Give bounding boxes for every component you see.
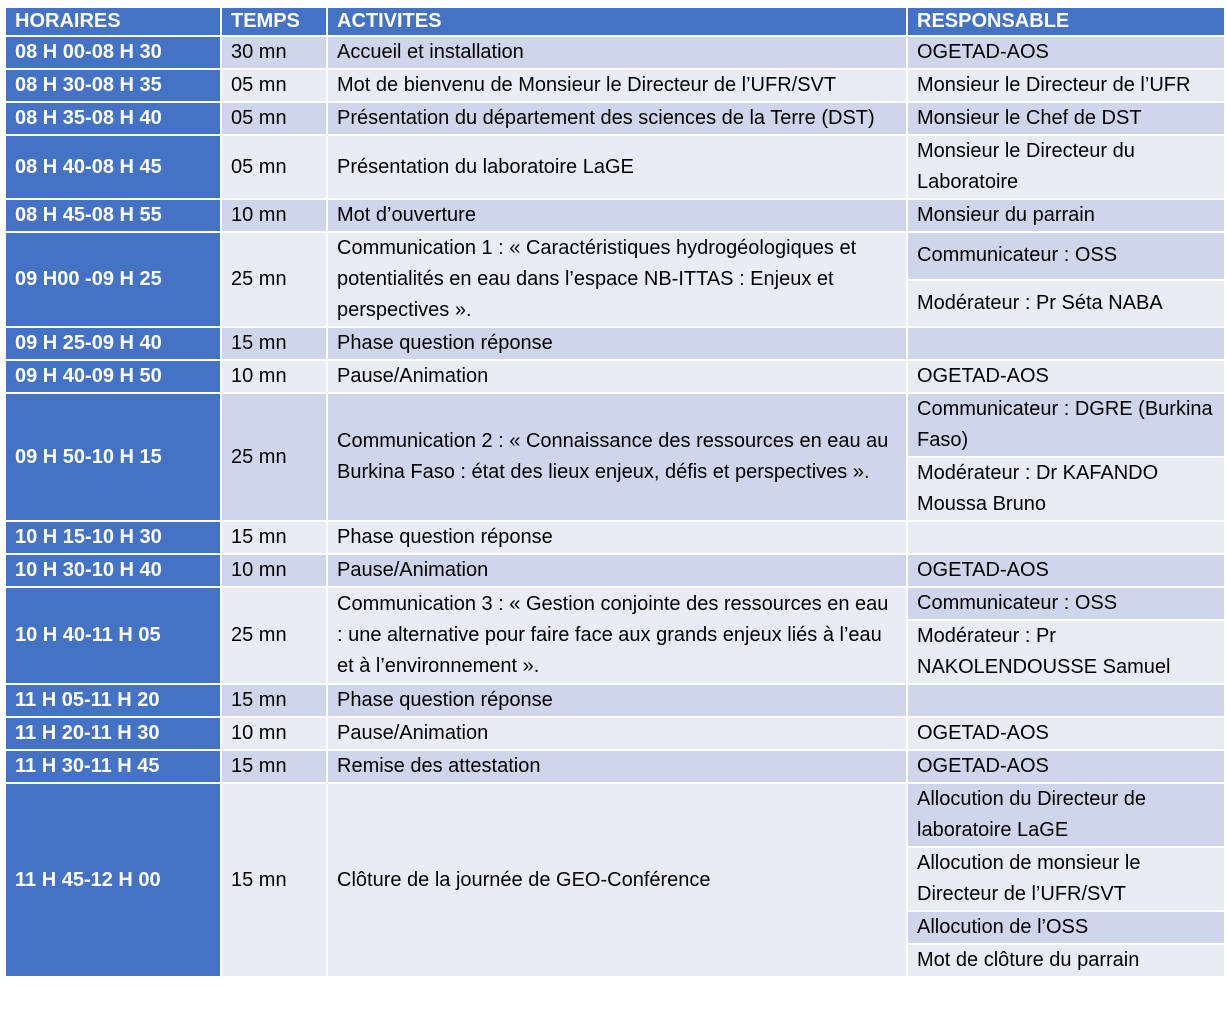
responsable: Monsieur du parrain [908, 200, 1224, 231]
activity: Présentation du laboratoire LaGE [328, 136, 906, 198]
responsable: Communicateur : OSS [908, 233, 1224, 279]
responsable: Communicateur : OSS [908, 588, 1224, 619]
table-row [6, 37, 1224, 68]
responsable: OGETAD-AOS [908, 751, 1224, 782]
table-row [6, 70, 1224, 101]
time-slot: 08 H 40-08 H 45 [6, 136, 220, 198]
duration: 15 mn [222, 751, 326, 782]
table-row [6, 200, 1224, 231]
duration: 30 mn [222, 37, 326, 68]
duration: 10 mn [222, 200, 326, 231]
duration: 25 mn [222, 233, 326, 326]
activity: Communication 3 : « Gestion conjointe des ressources en eau : une alternative pour faire face aux grands enjeux liés à l’eau et à l’environnement ». [328, 588, 906, 683]
table-row [6, 784, 1224, 846]
activity: Mot de bienvenu de Monsieur le Directeur de l’UFR/SVT [328, 70, 906, 101]
time-slot: 11 H 20-11 H 30 [6, 718, 220, 749]
responsable [908, 685, 1224, 716]
activity: Accueil et installation [328, 37, 906, 68]
activity: Clôture de la journée de GEO-Conférence [328, 784, 906, 976]
activity: Pause/Animation [328, 718, 906, 749]
activity: Communication 2 : « Connaissance des ressources en eau au Burkina Faso : état des lieux enjeux, défis et perspectives ». [328, 394, 906, 520]
responsable: Allocution de l’OSS [908, 912, 1224, 943]
activity: Communication 1 : « Caractéristiques hydrogéologiques et potentialités en eau dans l’espace NB-ITTAS : Enjeux et perspectives ». [328, 233, 906, 326]
activity: Mot d’ouverture [328, 200, 906, 231]
responsable: OGETAD-AOS [908, 361, 1224, 392]
activity: Phase question réponse [328, 522, 906, 553]
activity: Pause/Animation [328, 361, 906, 392]
time-slot: 10 H 15-10 H 30 [6, 522, 220, 553]
duration: 10 mn [222, 555, 326, 586]
responsable: Modérateur : Pr NAKOLENDOUSSE Samuel [908, 621, 1224, 683]
responsable: Modérateur : Dr KAFANDO Moussa Bruno [908, 458, 1224, 520]
duration: 25 mn [222, 588, 326, 683]
time-slot: 11 H 45-12 H 00 [6, 784, 220, 976]
responsable: OGETAD-AOS [908, 37, 1224, 68]
time-slot: 08 H 35-08 H 40 [6, 103, 220, 134]
activity: Phase question réponse [328, 328, 906, 359]
table-row [6, 103, 1224, 134]
time-slot: 09 H 40-09 H 50 [6, 361, 220, 392]
activity: Remise des attestation [328, 751, 906, 782]
duration: 05 mn [222, 103, 326, 134]
table-row [6, 361, 1224, 392]
duration: 15 mn [222, 685, 326, 716]
duration: 15 mn [222, 522, 326, 553]
time-slot: 08 H 00-08 H 30 [6, 37, 220, 68]
duration: 15 mn [222, 784, 326, 976]
header-responsable: RESPONSABLE [908, 8, 1224, 35]
activity: Pause/Animation [328, 555, 906, 586]
header-temps: TEMPS [222, 8, 326, 35]
time-slot: 09 H 25-09 H 40 [6, 328, 220, 359]
responsable: Allocution de monsieur le Directeur de l’UFR/SVT [908, 848, 1224, 910]
table-row [6, 718, 1224, 749]
activity: Phase question réponse [328, 685, 906, 716]
table-row [6, 394, 1224, 456]
responsable: Monsieur le Chef de DST [908, 103, 1224, 134]
time-slot: 09 H 50-10 H 15 [6, 394, 220, 520]
responsable [908, 328, 1224, 359]
responsable: Modérateur : Pr Séta NABA [908, 281, 1224, 327]
responsable: OGETAD-AOS [908, 555, 1224, 586]
responsable: Monsieur le Directeur du Laboratoire [908, 136, 1224, 198]
table-row [6, 522, 1224, 553]
table-row [6, 328, 1224, 359]
time-slot: 09 H00 -09 H 25 [6, 233, 220, 326]
activity: Présentation du département des sciences de la Terre (DST) [328, 103, 906, 134]
time-slot: 10 H 30-10 H 40 [6, 555, 220, 586]
duration: 10 mn [222, 361, 326, 392]
responsable: Communicateur : DGRE (Burkina Faso) [908, 394, 1224, 456]
table-row [6, 233, 1224, 279]
duration: 05 mn [222, 70, 326, 101]
duration: 05 mn [222, 136, 326, 198]
responsable: Monsieur le Directeur de l’UFR [908, 70, 1224, 101]
header-row [6, 8, 1224, 35]
time-slot: 08 H 45-08 H 55 [6, 200, 220, 231]
time-slot: 11 H 30-11 H 45 [6, 751, 220, 782]
responsable: Mot de clôture du parrain [908, 945, 1224, 976]
table-row [6, 588, 1224, 619]
time-slot: 10 H 40-11 H 05 [6, 588, 220, 683]
responsable: OGETAD-AOS [908, 718, 1224, 749]
duration: 15 mn [222, 328, 326, 359]
responsable: Allocution du Directeur de laboratoire LaGE [908, 784, 1224, 846]
schedule-body [6, 37, 1224, 976]
time-slot: 08 H 30-08 H 35 [6, 70, 220, 101]
table-row [6, 751, 1224, 782]
duration: 10 mn [222, 718, 326, 749]
time-slot: 11 H 05-11 H 20 [6, 685, 220, 716]
table-row [6, 136, 1224, 198]
schedule-table [4, 6, 1226, 978]
header-horaires: HORAIRES [6, 8, 220, 35]
header-activites: ACTIVITES [328, 8, 906, 35]
table-row [6, 555, 1224, 586]
duration: 25 mn [222, 394, 326, 520]
responsable [908, 522, 1224, 553]
table-row [6, 685, 1224, 716]
